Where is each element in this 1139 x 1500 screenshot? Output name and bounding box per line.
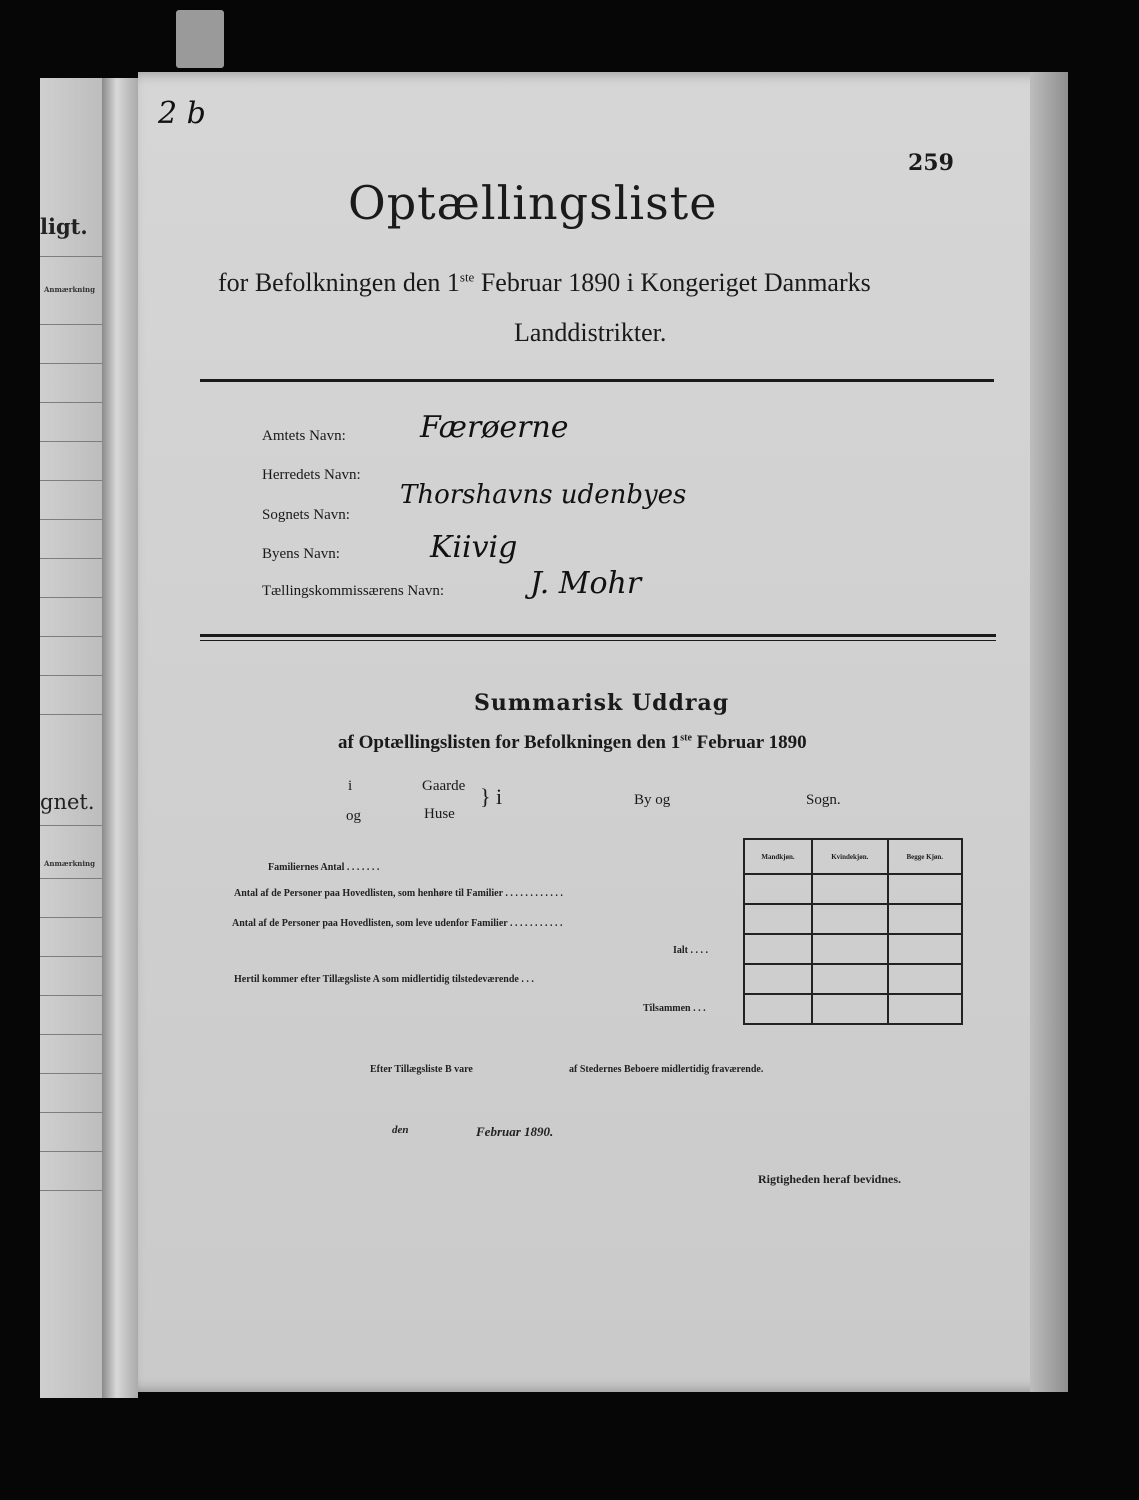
row-label-temporary: Hertil kommer efter Tillægsliste A som midlertidig tilstedeværende . . . <box>234 974 534 985</box>
field-label-herred: Herredets Navn: <box>262 467 361 483</box>
table-cell <box>744 964 812 994</box>
row-label-grand-total: Tilsammen . . . <box>643 1003 706 1014</box>
table-cell <box>888 994 962 1024</box>
table-row <box>744 994 962 1024</box>
field-label-kommissaer: Tællingskommissærens Navn: <box>262 583 445 599</box>
table-cell <box>812 904 888 934</box>
summary-word-huse: Huse <box>424 806 455 822</box>
table-row <box>744 964 962 994</box>
table-cell <box>812 934 888 964</box>
table-cell <box>888 934 962 964</box>
summary-word-i: i <box>348 778 353 794</box>
strip-word: ligt. <box>40 214 88 239</box>
page-edge <box>1030 72 1068 1392</box>
field-value-by: Kiivig <box>430 530 518 565</box>
table-cell <box>744 874 812 904</box>
field-value-kommissaer: J. Mohr <box>530 566 642 601</box>
column-header: Kvindekjøn. <box>812 839 888 874</box>
table-cell <box>812 874 888 904</box>
field-label-sogn: Sognets Navn: <box>262 507 350 523</box>
table-row <box>744 904 962 934</box>
summary-brace: } i <box>480 784 503 809</box>
table-cell <box>888 904 962 934</box>
table-cell <box>744 934 812 964</box>
table-cell <box>888 874 962 904</box>
column-header: Mandkjøn. <box>744 839 812 874</box>
table-cell <box>812 994 888 1024</box>
strip-column-label: Anmærkning <box>44 859 96 868</box>
page-subtitle-line2: Landdistrikter. <box>514 318 667 347</box>
table-row <box>744 874 962 904</box>
table-cell <box>744 994 812 1024</box>
divider <box>200 634 996 637</box>
strip-column-label: Anmærkning <box>44 285 96 294</box>
date-text: Februar 1890. <box>476 1124 554 1139</box>
summary-word-gaarde: Gaarde <box>422 778 466 794</box>
row-label-total: Ialt . . . . <box>673 945 708 956</box>
previous-page-strip <box>40 78 102 1398</box>
table-cell <box>888 964 962 994</box>
certification: Rigtigheden heraf bevidnes. <box>758 1172 902 1186</box>
book-binding <box>102 78 138 1398</box>
divider <box>200 379 994 382</box>
summary-title: Summarisk Uddrag <box>474 690 730 716</box>
summary-word-sogn: Sogn. <box>806 792 841 808</box>
summary-subtitle: af Optællingslisten for Befolkningen den 1ste Februar 1890 <box>338 732 807 753</box>
table-cell <box>812 964 888 994</box>
row-label-in-families: Antal af de Personer paa Hovedlisten, som henhøre til Familier . . . . . . . . . . . . <box>234 888 563 899</box>
note-before: Efter Tillægsliste B vare <box>370 1064 473 1075</box>
field-value-sogn: Thorshavns udenbyes <box>400 480 687 510</box>
handwritten-corner-mark: 2 b <box>158 96 206 131</box>
page-number: 259 <box>908 150 954 176</box>
date-prefix: den <box>392 1124 409 1136</box>
summary-word-by-og: By og <box>634 792 671 808</box>
divider <box>200 640 996 641</box>
row-label-outside-families: Antal af de Personer paa Hovedlisten, som leve udenfor Familier . . . . . . . . . . . <box>232 918 563 929</box>
summary-table <box>743 838 963 1025</box>
strip-word: gnet. <box>40 790 95 814</box>
note-after: af Stedernes Beboere midlertidig fraværende. <box>569 1064 764 1075</box>
page-title: Optællingsliste <box>348 176 718 230</box>
summary-word-og: og <box>346 808 361 824</box>
column-header: Begge Kjøn. <box>888 839 962 874</box>
field-label-by: Byens Navn: <box>262 546 340 562</box>
field-value-amt: Færøerne <box>420 410 569 445</box>
page-subtitle: for Befolkningen den 1ste Februar 1890 i Kongeriget Danmarks <box>218 268 871 297</box>
field-label-amt: Amtets Navn: <box>262 428 346 444</box>
film-tab <box>176 10 224 68</box>
table-row <box>744 934 962 964</box>
row-label-families: Familiernes Antal . . . . . . . <box>268 862 380 873</box>
table-cell <box>744 904 812 934</box>
